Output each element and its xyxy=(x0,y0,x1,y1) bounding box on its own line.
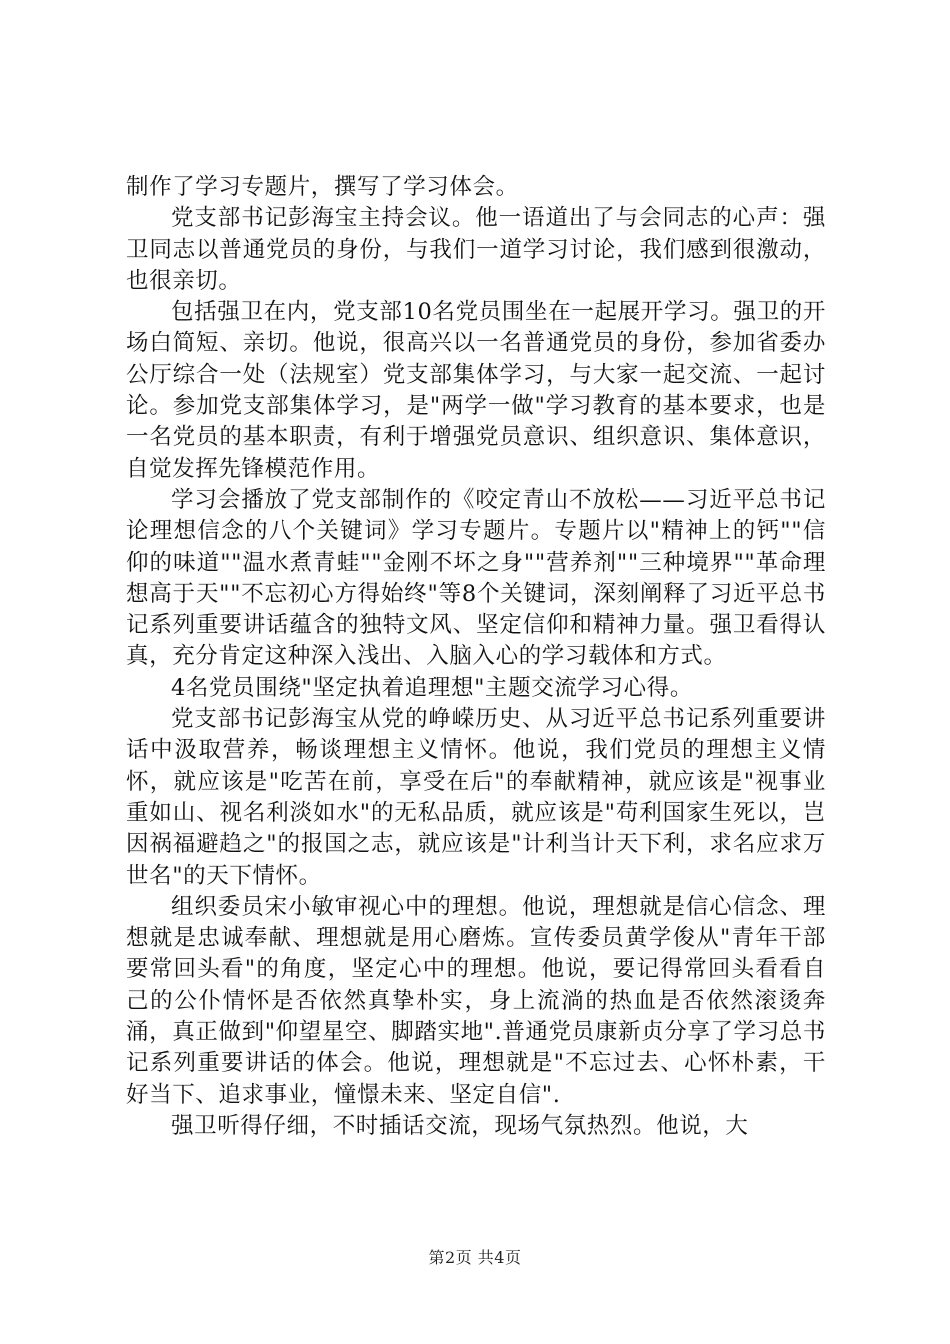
paragraph: 党支部书记彭海宝主持会议。他一语道出了与会同志的心声：强卫同志以普通党员的身份，与我们一道学习讨论，我们感到很激动，也很亲切。 xyxy=(126,205,826,294)
paragraph: 4名党员围绕"坚定执着追理想"主题交流学习心得。 xyxy=(171,674,693,701)
page-number-footer: 第2页 共4页 xyxy=(428,1248,522,1267)
paragraph: 包括强卫在内，党支部10名党员围坐在一起展开学习。强卫的开场白简短、亲切。他说，很高兴以一名普通党员的身份，参加省委办公厅综合一处（法规室）党支部集体学习，与大家一起交流、一起讨论。参加党支部集体学习，是"两学一做"学习教育的基本要求，也是一名党员的基本职责，有利于增强党员意识、组织意识、集体意识，自觉发挥先锋模范作用。 xyxy=(126,299,826,482)
document-body xyxy=(126,172,826,1142)
paragraph: 党支部书记彭海宝从党的峥嵘历史、从习近平总书记系列重要讲话中汲取营养，畅谈理想主义情怀。他说，我们党员的理想主义情怀，就应该是"吃苦在前，享受在后"的奉献精神，就应该是"视事业重如山、视名利淡如水"的无私品质，就应该是"苟利国家生死以，岂因祸福避趋之"的报国之志，就应该是"计利当计天下利，求名应求万世名"的天下情怀。 xyxy=(126,706,826,889)
paragraph: 组织委员宋小敏审视心中的理想。他说，理想就是信心信念、理想就是忠诚奉献、理想就是用心磨炼。宣传委员黄学俊从"青年干部要常回头看"的角度，坚定心中的理想。他说，要记得常回头看看自己的公仆情怀是否依然真挚朴实，身上流淌的热血是否依然滚烫奔涌，真正做到"仰望星空、脚踏实地".普通党员康新贞分享了学习总书记系列重要讲话的体会。他说，理想就是"不忘过去、心怀朴素，干好当下、追求事业，憧憬未来、坚定自信". xyxy=(126,893,826,1108)
paragraph: 强卫听得仔细，不时插话交流，现场气氛热烈。他说，大 xyxy=(171,1112,749,1139)
paragraph-continuation: 制作了学习专题片，撰写了学习体会。 xyxy=(126,174,519,200)
paragraph: 学习会播放了党支部制作的《咬定青山不放松——习近平总书记论理想信念的八个关键词》学习专题片。专题片以"精神上的钙""信仰的味道""温水煮青蛙""金刚不坏之身""营养剂""三种境界""革命理想高于天""不忘初心方得始终"等8个关键词，深刻阐释了习近平总书记系列重要讲话蕴含的独特文风、坚定信仰和精神力量。强卫看得认真，充分肯定这种深入浅出、入脑入心的学习载体和方式。 xyxy=(126,486,826,670)
